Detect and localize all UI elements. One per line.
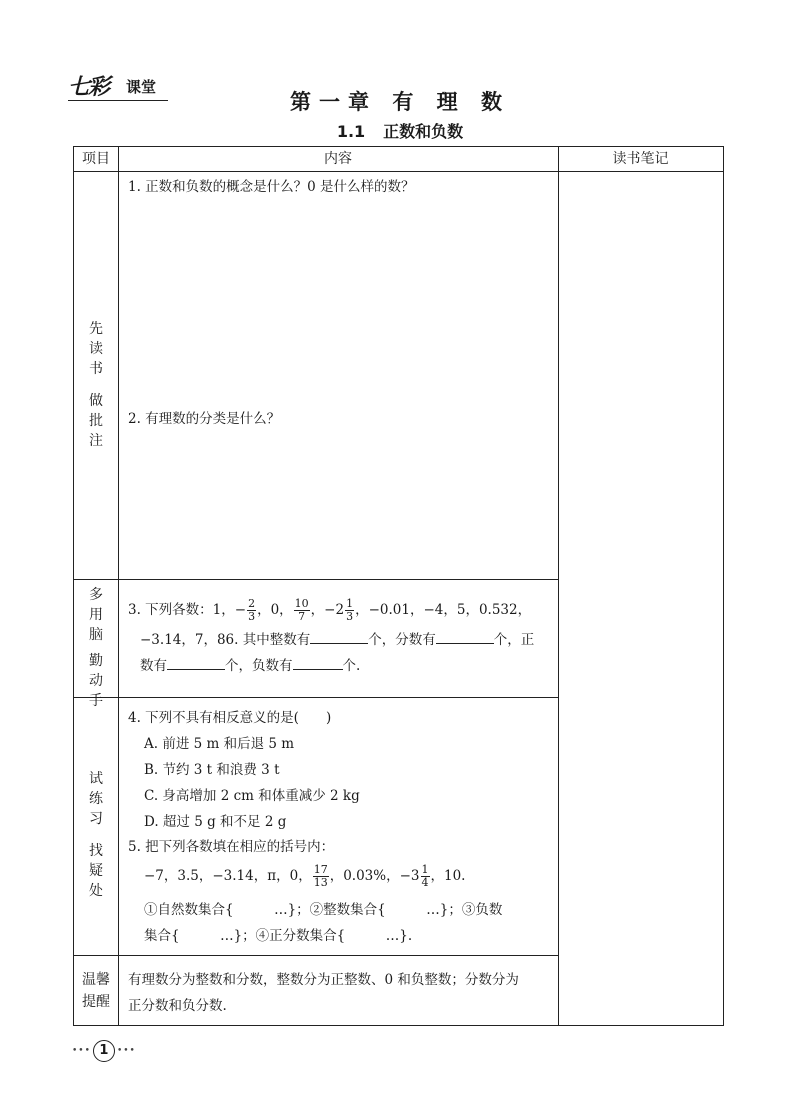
tip-line: 正分数和负分数. <box>128 998 227 1014</box>
col-divider-2 <box>558 147 559 1025</box>
label-char: 试 <box>89 771 103 787</box>
q5-text: −7，3.5，−3.14，π，0， <box>144 868 312 884</box>
section-title <box>0 119 800 142</box>
section-label-think <box>74 585 118 711</box>
question-4 <box>128 705 360 835</box>
q5-stem: 5. 把下列各数填在相应的括号内： <box>128 839 335 855</box>
label-line: 温馨 <box>82 972 110 988</box>
q5-text: ，10. <box>430 868 466 884</box>
section-number: 1.1 <box>336 122 366 141</box>
chapter-title: 第一章 有 理 数 <box>290 89 510 114</box>
question-5 <box>128 835 502 949</box>
label-line: 提醒 <box>82 994 110 1010</box>
q4-option-b[interactable]: B. 节约 3 t 和浪费 3 t <box>144 762 280 778</box>
label-char: 练 <box>89 791 103 807</box>
q3-text: ，0， <box>257 602 293 618</box>
q3-text: −3.14，7，86. 其中整数有 <box>140 632 311 648</box>
q3-text: 个. <box>342 658 361 674</box>
section-label-tip <box>74 969 118 1013</box>
q3-text: ，−2 <box>310 602 345 618</box>
label-char: 书 <box>89 361 103 377</box>
question-1: 1. 正数和负数的概念是什么？0 是什么样的数？ <box>128 179 415 195</box>
label-char: 先 <box>89 321 103 337</box>
row-divider-3 <box>74 955 558 956</box>
fraction: $\frac{2}{3}$ <box>248 597 256 623</box>
label-char: 脑 <box>89 627 103 643</box>
page-number-value: 1 <box>93 1040 115 1062</box>
pager-dots-icon: ••• <box>116 1046 136 1056</box>
section-name: 正数和负数 <box>383 122 464 141</box>
q3-text: ，−0.01，−4，5，0.532， <box>355 602 532 618</box>
pager-dots-icon: ••• <box>72 1046 91 1056</box>
q3-text: 个，分数有 <box>368 632 436 648</box>
header-notes: 读书笔记 <box>612 151 669 167</box>
q5-sets-line2: 集合{ …}；④正分数集合{ …}. <box>144 928 413 944</box>
label-char: 手 <box>89 693 103 709</box>
label-char: 批 <box>89 413 103 429</box>
q3-text: 个，正 <box>493 632 535 648</box>
fraction: $\frac{1}{4}$ <box>421 863 429 889</box>
label-char: 勤 <box>89 653 103 669</box>
q3-text: 数有 <box>140 658 167 674</box>
section-label-read <box>74 319 118 451</box>
label-char: 习 <box>89 811 103 827</box>
answer-blank[interactable] <box>167 655 225 670</box>
label-char: 注 <box>89 433 103 449</box>
label-char: 动 <box>89 673 103 689</box>
worksheet-table <box>73 146 724 1026</box>
section-label-practice <box>74 769 118 901</box>
q4-option-a[interactable]: A. 前进 5 m 和后退 5 m <box>144 736 295 752</box>
tip-line: 有理数分为整数和分数，整数分为正整数、0 和负整数；分数分为 <box>128 972 519 988</box>
question-2: 2. 有理数的分类是什么？ <box>128 411 281 427</box>
fraction: $\frac{17}{13}$ <box>313 863 328 889</box>
label-char: 找 <box>89 843 103 859</box>
q4-option-c[interactable]: C. 身高增加 2 cm 和体重减少 2 kg <box>144 788 360 804</box>
row-divider-1 <box>74 579 558 580</box>
header-divider <box>74 171 723 172</box>
q5-text: ，0.03%，−3 <box>329 868 420 884</box>
label-char: 读 <box>89 341 103 357</box>
q5-sets-line1: ①自然数集合{ …}；②整数集合{ …}；③负数 <box>144 902 503 918</box>
row-divider-2 <box>74 697 558 698</box>
label-char: 用 <box>89 607 103 623</box>
q3-prefix: 3. 下列各数：1，− <box>128 602 247 618</box>
question-3 <box>128 593 534 677</box>
header-item: 项目 <box>82 151 110 167</box>
label-char: 做 <box>89 393 103 409</box>
answer-blank[interactable] <box>293 655 343 670</box>
tip-text <box>128 967 519 1019</box>
answer-blank[interactable] <box>310 629 368 644</box>
col-divider-1 <box>118 147 119 1025</box>
logo-big-text: 七彩 <box>68 74 109 100</box>
label-char: 多 <box>89 587 103 603</box>
label-char: 疑 <box>89 863 103 879</box>
fraction: $\frac{1}{3}$ <box>346 597 354 623</box>
q4-option-d[interactable]: D. 超过 5 g 和不足 2 g <box>144 814 287 830</box>
q3-text: 个，负数有 <box>225 658 293 674</box>
header-content: 内容 <box>324 151 352 167</box>
label-char: 处 <box>89 883 103 899</box>
answer-blank[interactable] <box>436 629 494 644</box>
logo-small-text: 课堂 <box>126 78 157 96</box>
page-number <box>72 1040 136 1062</box>
q4-stem: 4. 下列不具有相反意义的是( ) <box>128 710 332 726</box>
fraction: $\frac{10}{7}$ <box>294 597 309 623</box>
